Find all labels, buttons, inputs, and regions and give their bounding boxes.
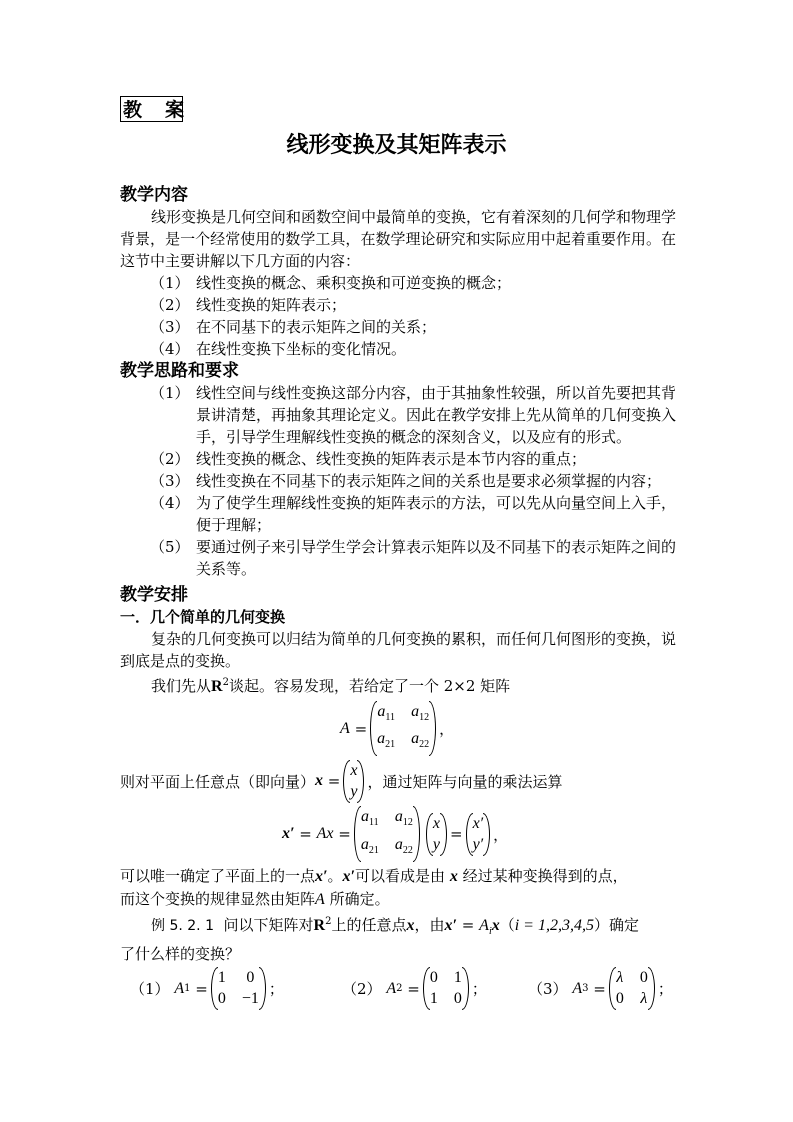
text: 则对平面上任意点（即向量） — [120, 772, 316, 791]
math-A: A — [340, 719, 350, 737]
math-x-prime: x′ — [315, 867, 328, 885]
math-x-prime: x′ — [342, 867, 356, 885]
text: ）确定 — [593, 915, 639, 934]
matrix-entry: $a_{12}$ — [394, 808, 413, 829]
math-A: A — [386, 979, 397, 997]
example-label: 例 5. 2. 1 — [151, 917, 214, 934]
math-eq: = — [407, 979, 420, 998]
text: ，通过矩阵与向量的乘法运算 — [367, 772, 563, 791]
math-sub: 1 — [184, 983, 191, 995]
matrix-grid — [616, 969, 648, 1008]
list-number: （3） — [150, 472, 190, 490]
math-x: x — [449, 867, 458, 885]
list-text: 在线性变换下坐标的变化情况。 — [196, 340, 407, 358]
case-number: （2） — [342, 980, 382, 999]
math-A: A — [315, 890, 325, 908]
paragraph: 复杂的几何变换可以归结为简单的几何变换的累积，而任何几何图形的变换，说到底是点的变换。 — [120, 630, 677, 670]
matrix-entry: x — [432, 814, 440, 832]
list-number: （5） — [150, 538, 190, 556]
matrix-entry: $a_{21}$ — [360, 835, 379, 856]
matrix — [354, 806, 420, 861]
text: 可以唯一确定了平面上的一点 — [120, 866, 316, 885]
list-text: 线性变换在不同基下的表示矩阵之间的关系也是要求必须掌握的内容； — [196, 472, 662, 490]
matrix-entry: $a_{22}$ — [394, 835, 413, 856]
math-comma: ， — [493, 825, 509, 844]
math-eq: = — [449, 825, 463, 844]
text: 经过某种变换得到的点， — [462, 866, 628, 885]
matrix-entry: 1 — [453, 969, 462, 987]
matrix-entry: 1 — [429, 990, 438, 1008]
equation-transform — [282, 806, 676, 861]
matrix-entry: −1 — [241, 990, 259, 1008]
list-text: 线性变换的矩阵表示； — [196, 296, 347, 314]
case-number: （3） — [528, 980, 568, 999]
vector — [426, 813, 447, 856]
list-number: （4） — [150, 340, 190, 358]
equation-matrix-a — [340, 701, 676, 756]
matrix-entry: 0 — [429, 969, 438, 987]
matrix-entry: $a_{11}$ — [361, 808, 379, 829]
text: ； — [268, 980, 284, 999]
list-number: （1） — [150, 384, 190, 402]
case-1 — [130, 967, 342, 1011]
matrix — [370, 701, 436, 756]
paragraph — [120, 865, 676, 888]
list-number: （4） — [150, 494, 190, 512]
matrix-entry: $a_{11}$ — [377, 703, 395, 724]
math-sup: 2 — [222, 677, 229, 688]
list-item — [150, 272, 676, 294]
math-comma: ， — [439, 720, 455, 739]
text: ； — [657, 980, 673, 999]
list-item — [150, 536, 676, 580]
list-item — [150, 448, 676, 470]
content-intro: 线形变换是几何空间和函数空间中最简单的变换，它有着深刻的几何学和物理学背景，是一个经常使用的数学工具，在数学理论研究和实际应用中起着重要作用。在这节中主要讲解以下几方面的内容： — [120, 208, 677, 270]
list-number: （3） — [150, 318, 190, 336]
list-text: 线性空间与线性变换这部分内容，由于其抽象性较强，所以首先要把其背景讲清楚，再抽象其理论定义。因此在教学安排上先从简单的几何变换入手，引导学生理解线性变换的概念的深刻含义，以及应有的形式。 — [196, 384, 677, 446]
math-x-prime: x′ — [282, 825, 295, 843]
page-title: 线形变换及其矩阵表示 — [286, 133, 507, 158]
math-x-prime: x′ — [444, 916, 458, 934]
matrix-entry: 0 — [639, 969, 648, 987]
paragraph — [120, 672, 676, 698]
example-cases — [120, 967, 676, 1011]
matrix-grid — [377, 703, 429, 754]
text: （ — [499, 915, 515, 934]
list-item — [150, 382, 676, 448]
paragraph — [120, 888, 676, 911]
matrix — [609, 967, 655, 1010]
list-text: 为了使学生理解线性变换的矩阵表示的方法，可以先从向量空间上入手，便于理解； — [196, 494, 677, 534]
text: 我们先从 — [151, 677, 212, 695]
list-item — [150, 294, 676, 316]
case-2 — [342, 967, 528, 1011]
matrix-entry: y — [350, 782, 358, 800]
document-page — [120, 96, 676, 1011]
math-eq: = — [354, 719, 368, 738]
section-heading-content: 教学内容 — [120, 185, 188, 205]
matrix-entry: $a_{12}$ — [411, 703, 430, 724]
math-A: A — [479, 916, 489, 934]
text: 谈起。容易发现，若给定了一个 2×2 矩阵 — [228, 677, 511, 695]
matrix-entry: λ — [616, 969, 624, 987]
matrix-entry: 0 — [217, 990, 226, 1008]
case-number: （1） — [130, 980, 170, 999]
list-number: （1） — [150, 274, 190, 292]
math-eq: = — [327, 772, 341, 791]
list-number: （2） — [150, 296, 190, 314]
math-x: x — [406, 916, 415, 934]
math-R: R — [313, 916, 326, 934]
math-x: x — [491, 916, 500, 934]
matrix-entry: 0 — [453, 990, 462, 1008]
math-Ax: Ax — [316, 825, 334, 843]
text: ，由 — [414, 915, 445, 934]
math-sub: i — [488, 925, 492, 937]
math-sup: 2 — [325, 915, 332, 927]
matrix-entry: y′ — [472, 835, 484, 853]
matrix — [423, 967, 469, 1010]
math-eq: = — [195, 979, 208, 998]
matrix-entry: x — [350, 761, 358, 779]
text: 。 — [327, 866, 343, 885]
list-text: 线性变换的概念、乘积变换和可逆变换的概念； — [196, 274, 512, 292]
matrix-entry: 0 — [615, 990, 624, 1008]
math-range: i = 1,2,3,4,5 — [514, 916, 594, 934]
vector — [343, 760, 364, 803]
math-x: x — [315, 772, 324, 790]
list-text: 在不同基下的表示矩阵之间的关系； — [196, 318, 437, 336]
math-A: A — [572, 979, 583, 997]
list-item — [150, 338, 676, 360]
subsection-heading: 一．几个简单的几何变换 — [120, 608, 286, 626]
math-eq: = — [593, 979, 606, 998]
matrix-entry: 0 — [246, 969, 255, 987]
equation-line-vector — [120, 759, 676, 803]
list-text: 要通过例子来引导学生学会计算表示矩阵以及不同基下的表示矩阵之间的关系等。 — [196, 538, 677, 578]
list-item — [150, 316, 676, 338]
matrix-grid — [361, 808, 413, 859]
matrix-grid — [350, 762, 357, 801]
math-R: R — [211, 678, 223, 695]
list-number: （2） — [150, 450, 190, 468]
text: ； — [471, 980, 487, 999]
text: 而这个变换的规律显然由矩阵 — [120, 889, 316, 908]
matrix-entry: $a_{22}$ — [411, 730, 430, 751]
math-A: A — [174, 979, 185, 997]
list-text: 线性变换的概念、线性变换的矩阵表示是本节内容的重点； — [196, 450, 587, 468]
math-eq: = — [299, 825, 312, 844]
matrix-entry: λ — [640, 990, 648, 1008]
paragraph: 了什么样的变换？ — [120, 944, 241, 963]
matrix-grid — [433, 815, 440, 854]
matrix-entry: 1 — [217, 969, 226, 987]
list-item — [150, 492, 676, 536]
matrix-entry: x′ — [472, 814, 484, 832]
section-heading-arrangement: 教学安排 — [120, 585, 188, 605]
case-3 — [528, 967, 673, 1011]
matrix-entry: y — [432, 835, 440, 853]
matrix-grid — [430, 969, 462, 1008]
matrix — [211, 967, 266, 1010]
matrix-entry: $a_{21}$ — [377, 730, 396, 751]
vector — [466, 813, 491, 856]
math-sub: 3 — [582, 983, 589, 995]
math-eq: = — [461, 915, 475, 934]
matrix-grid — [473, 815, 484, 854]
section-heading-approach: 教学思路和要求 — [120, 361, 239, 381]
math-sub: 2 — [396, 983, 403, 995]
list-item — [150, 470, 676, 492]
document-type-box: 教 案 — [120, 96, 183, 122]
example-statement — [120, 911, 676, 943]
text: 所确定。 — [329, 889, 390, 908]
text: 上的任意点 — [331, 915, 407, 934]
text: 可以看成是由 — [355, 866, 446, 885]
math-eq: = — [338, 825, 351, 844]
text: 问以下矩阵对 — [223, 915, 314, 934]
matrix-grid — [218, 969, 259, 1008]
